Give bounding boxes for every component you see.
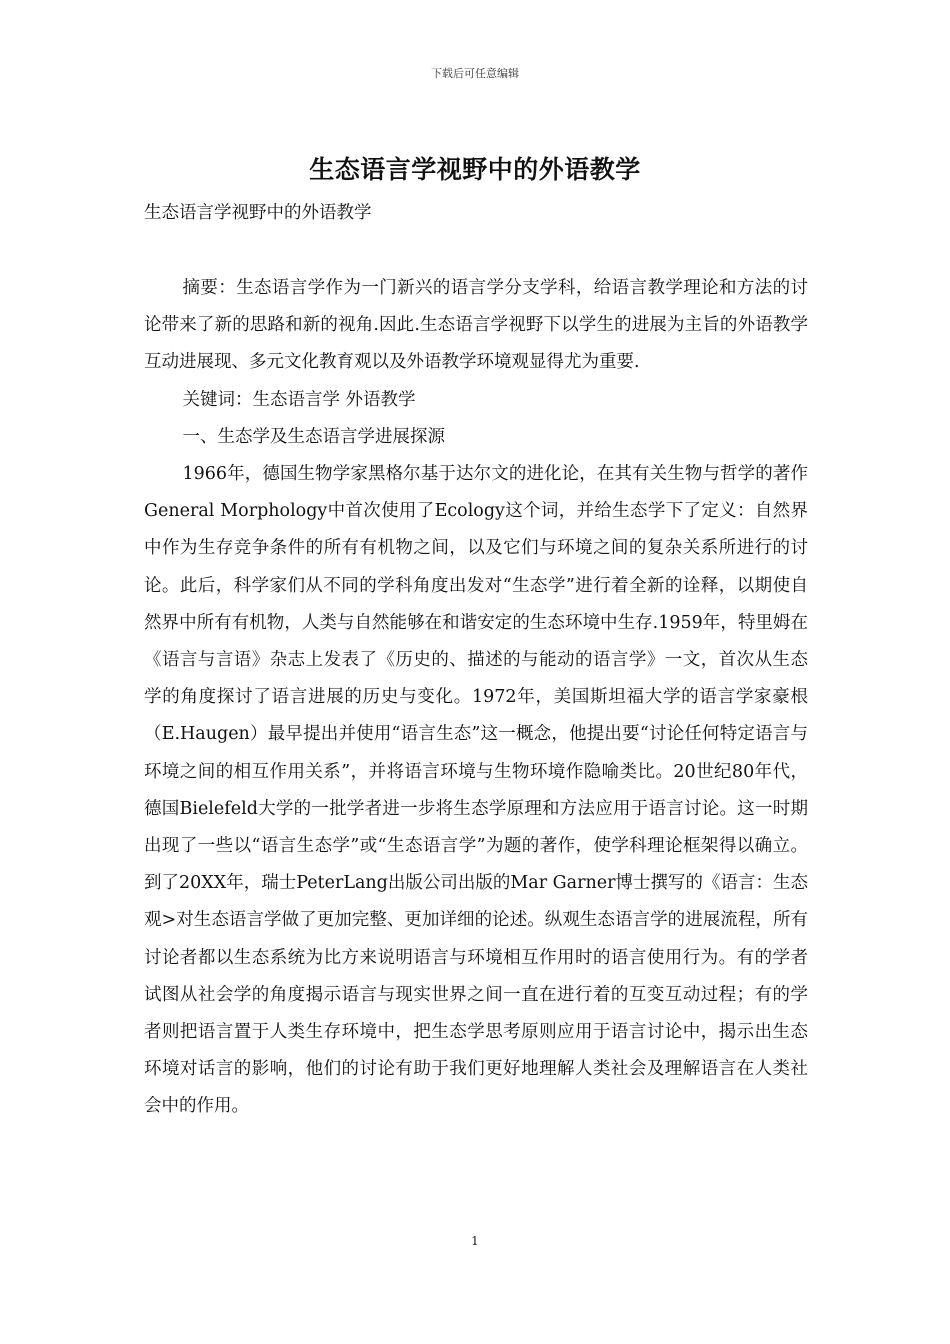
body-paragraph: 1966年，德国生物学家黑格尔基于达尔文的进化论，在其有关生物与哲学的著作General Morphology中首次使用了Ecology这个词，并给生态学下了定义：自然界中作为生存竞争条件的所有有机物之间，以及它们与环境之间的复杂关系所进行的讨论。此后，科学家们从不同的学科角度出发对“生态学”进行着全新的诠释，以期使自然界中所有有机物，人类与自然能够在和谐安定的生态环境中生存.1959年，特里姆在《语言与言语》杂志上发表了《历史的、描述的与能动的语言学》一文，首次从生态学的角度探讨了语言进展的历史与变化。1972年，美国斯坦福大学的语言学家豪根（E.Haugen）最早提出并使用“语言生态”这一概念，他提出要“讨论任何特定语言与环境之间的相互作用关系”，并将语言环境与生物环境作隐喻类比。20世纪80年代，德国Bielefeld大学的一批学者进一步将生态学原理和方法应用于语言讨论。这一时期出现了一些以“语言生态学”或“生态语言学”为题的著作，使学科理论框架得以确立。到了20XX年，瑞士PeterLang出版公司出版的Mar Garner博士撰写的《语言：生态观>对生态语言学做了更加完整、更加详细的论述。纵观生态语言学的进展流程，所有讨论者都以生态系统为比方来说明语言与环境相互作用时的语言使用行为。有的学者试图从社会学的角度揭示语言与现实世界之间一直在进行着的互变互动过程；有的学者则把语言置于人类生存环境中，把生态学思考原则应用于语言讨论中，揭示出生态环境对话言的影响，他们的讨论有助于我们更好地理解人类社会及理解语言在人类社会中的作用。 <box>144 464 808 1117</box>
document-subtitle: 生态语言学视野中的外语教学 <box>144 203 372 223</box>
page-number: 1 <box>471 1234 479 1248</box>
keywords-line: 关键词：生态语言学 外语教学 <box>182 389 416 410</box>
document-body <box>144 270 808 1126</box>
abstract-paragraph: 摘要：生态语言学作为一门新兴的语言学分支学科，给语言教学理论和方法的讨论带来了新的思路和新的视角.因此.生态语言学视野下以学生的进展为主旨的外语教学互动进展现、多元文化教育观以及外语教学环境观显得尤为重要. <box>144 278 808 373</box>
header-note: 下载后可任意编辑 <box>431 67 519 80</box>
document-title: 生态语言学视野中的外语教学 <box>309 155 641 184</box>
section-heading: 一、生态学及生态语言学进展探源 <box>182 426 445 447</box>
